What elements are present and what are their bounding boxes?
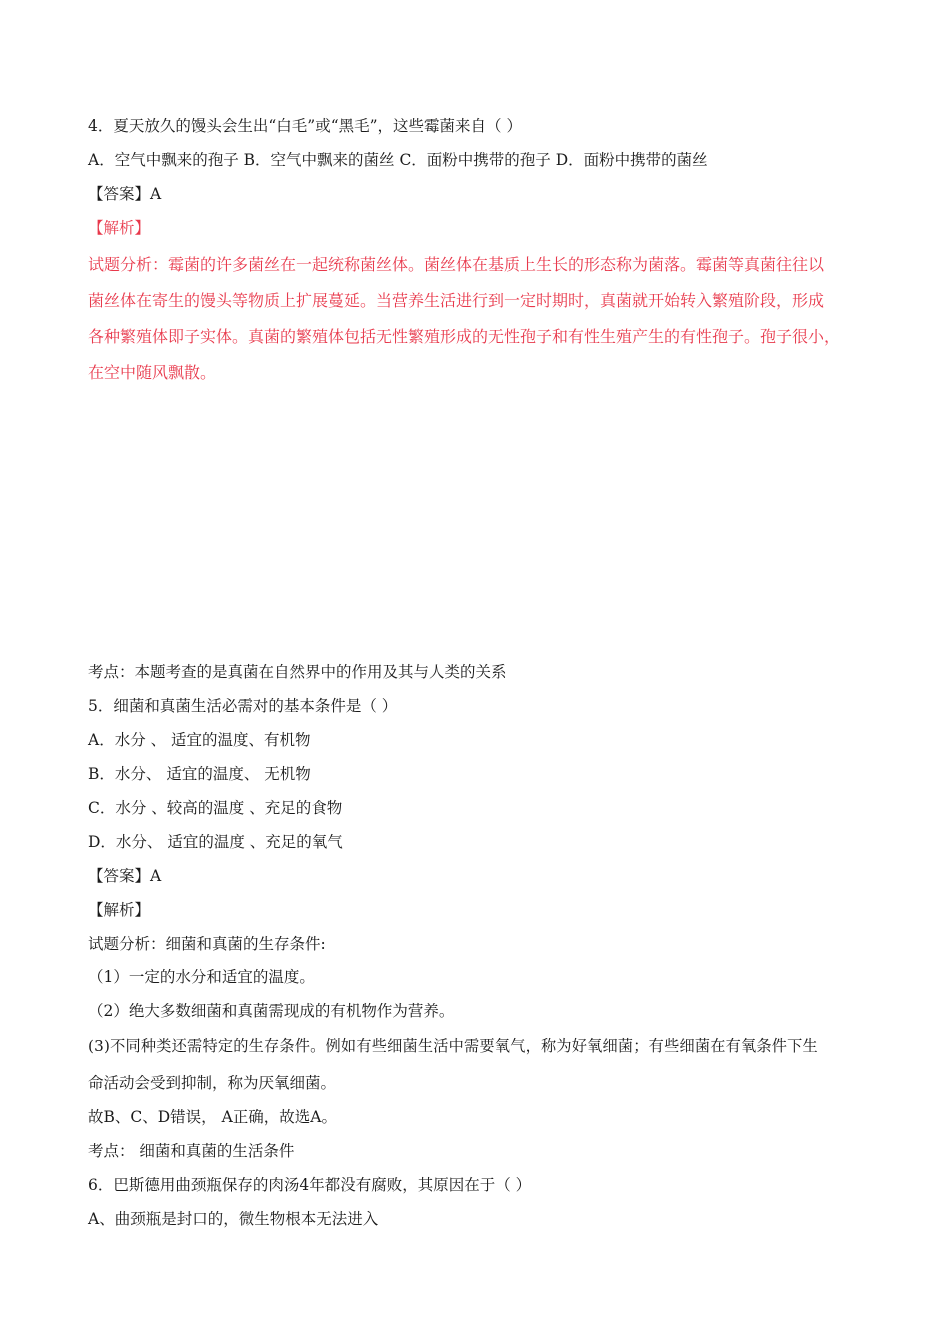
q4-answer: 【答案】A [88,185,162,203]
q5-option-d: D．水分、 适宜的温度 、充足的氧气 [88,833,343,851]
q4-analysis-line: 在空中随风飘散。 [88,363,217,382]
q5-option-b: B．水分、 适宜的温度、 无机物 [88,765,311,783]
q5-analysis-heading: 【解析】 [88,901,151,919]
q4-analysis-heading: 【解析】 [88,219,151,237]
q5-point-1: （1）一定的水分和适宜的温度。 [88,968,315,986]
q5-option-c: C．水分 、较高的温度 、充足的食物 [88,799,343,817]
q5-conclusion: 故B、C、D错误， A正确，故选A。 [88,1108,337,1126]
q5-option-a: A．水分 、 适宜的温度、有机物 [88,731,311,749]
q5-point-2: （2）绝大多数细菌和真菌需现成的有机物作为营养。 [88,1002,455,1020]
q4-kaodian: 考点：本题考查的是真菌在自然界中的作用及其与人类的关系 [88,663,507,681]
q6-stem: 6．巴斯德用曲颈瓶保存的肉汤4年都没有腐败，其原因在于（ ） [88,1176,532,1194]
q4-options: A．空气中飘来的孢子 B．空气中飘来的菌丝 C．面粉中携带的孢子 D．面粉中携带的菌丝 [88,151,708,169]
q5-stem: 5．细菌和真菌生活必需对的基本条件是（ ） [88,697,398,715]
q5-answer: 【答案】A [88,867,162,885]
q4-stem: 4．夏天放久的馒头会生出“白毛”或“黑毛”，这些霉菌来自（ ） [88,117,522,135]
q5-point-3: (3)不同种类还需特定的生存条件。例如有些细菌生活中需要氧气，称为好氧细菌；有些细菌在有氧条件下生 [88,1037,818,1055]
q4-analysis-line: 各种繁殖体即子实体。真菌的繁殖体包括无性繁殖形成的无性孢子和有性生殖产生的有性孢子。孢子很小， [88,327,841,346]
q6-option-a: A、曲颈瓶是封口的，微生物根本无法进入 [88,1210,379,1228]
q5-kaodian: 考点： 细菌和真菌的生活条件 [88,1142,295,1160]
q5-point-3-cont: 命活动会受到抑制，称为厌氧细菌。 [88,1074,337,1092]
q5-analysis-intro: 试题分析：细菌和真菌的生存条件: [88,935,326,953]
q4-analysis-line: 菌丝体在寄生的馒头等物质上扩展蔓延。当营养生活进行到一定时期时，真菌就开始转入繁殖阶段，形成 [88,291,825,310]
q4-analysis-line: 试题分析：霉菌的许多菌丝在一起统称菌丝体。菌丝体在基质上生长的形态称为菌落。霉菌等真菌往往以 [88,255,825,274]
